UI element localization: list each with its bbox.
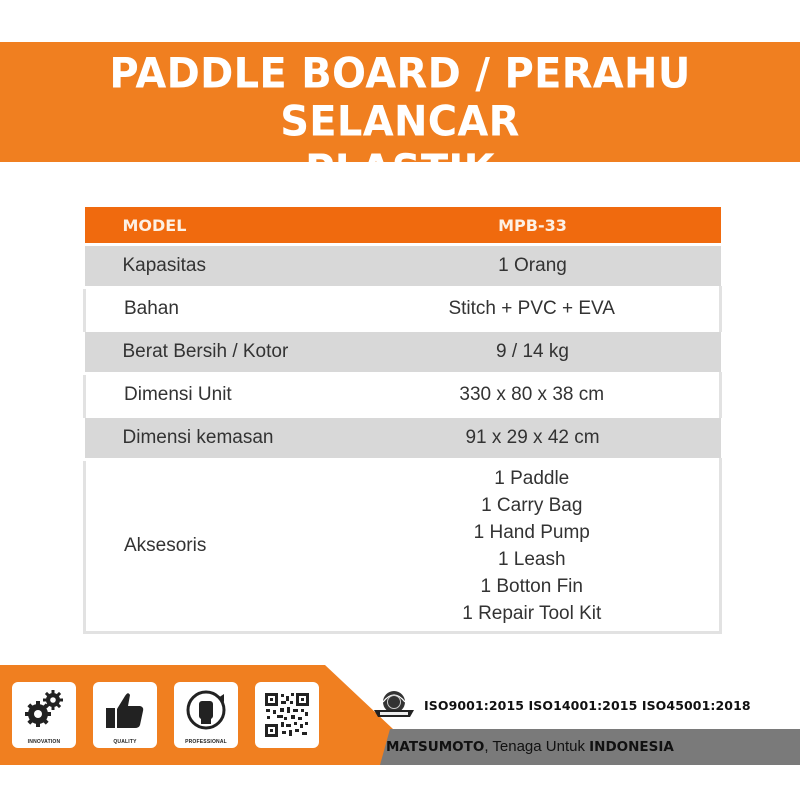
spec-value: 9 / 14 kg [345,331,721,374]
thumbs-up-icon [103,688,147,732]
accessory-item: 1 Carry Bag [481,495,583,516]
spec-header-row [85,207,721,245]
accessories-row [85,460,721,633]
tagline-country: INDONESIA [589,739,674,755]
qr-code-badge [255,682,319,748]
title-line-2: PLASTIK [305,146,495,195]
spec-label: Bahan [85,288,345,331]
fist-icon [184,688,228,732]
spec-row [85,374,721,417]
accessory-item: 1 Hand Pump [473,522,590,543]
quality-badge [93,682,157,748]
spec-value: 1 Orang [345,245,721,288]
gears-icon [22,688,66,732]
qr-code-icon [264,692,310,738]
tagline-middle: , Tenaga Untuk [484,738,590,755]
innovation-badge [12,682,76,748]
tagline [386,738,674,755]
badge-caption: QUALITY [113,739,137,745]
page-title [0,50,800,195]
spec-value: Stitch + PVC + EVA [345,288,721,331]
spec-value: 91 x 29 x 42 cm [345,417,721,460]
spec-header-label: MODEL [85,207,345,245]
badge-caption: INNOVATION [27,739,61,745]
spec-row [85,331,721,374]
badge-caption: PROFESSIONAL [185,739,227,745]
professional-badge [174,682,238,748]
spec-row [85,417,721,460]
spec-row [85,288,721,331]
accessory-item: 1 Repair Tool Kit [462,603,602,624]
accessory-item: 1 Botton Fin [480,576,583,597]
accessories-label: Aksesoris [85,460,345,633]
spec-row [85,245,721,288]
title-line-1: PADDLE BOARD / PERAHU SELANCAR [109,49,691,147]
iso-certifications: ISO9001:2015 ISO14001:2015 ISO45001:2018 [424,698,751,713]
spec-label: Dimensi Unit [85,374,345,417]
iso-certification-logo-icon [370,686,418,724]
accessories-cell [345,460,721,633]
spec-header-value: MPB-33 [345,207,721,245]
spec-value: 330 x 80 x 38 cm [345,374,721,417]
accessory-item: 1 Leash [497,549,566,570]
accessories-list [345,461,720,631]
spec-label: Berat Bersih / Kotor [85,331,345,374]
spec-table [83,207,722,634]
spec-label: Kapasitas [85,245,345,288]
spec-label: Dimensi kemasan [85,417,345,460]
tagline-brand: MATSUMOTO [386,739,485,755]
accessory-item: 1 Paddle [494,468,570,489]
